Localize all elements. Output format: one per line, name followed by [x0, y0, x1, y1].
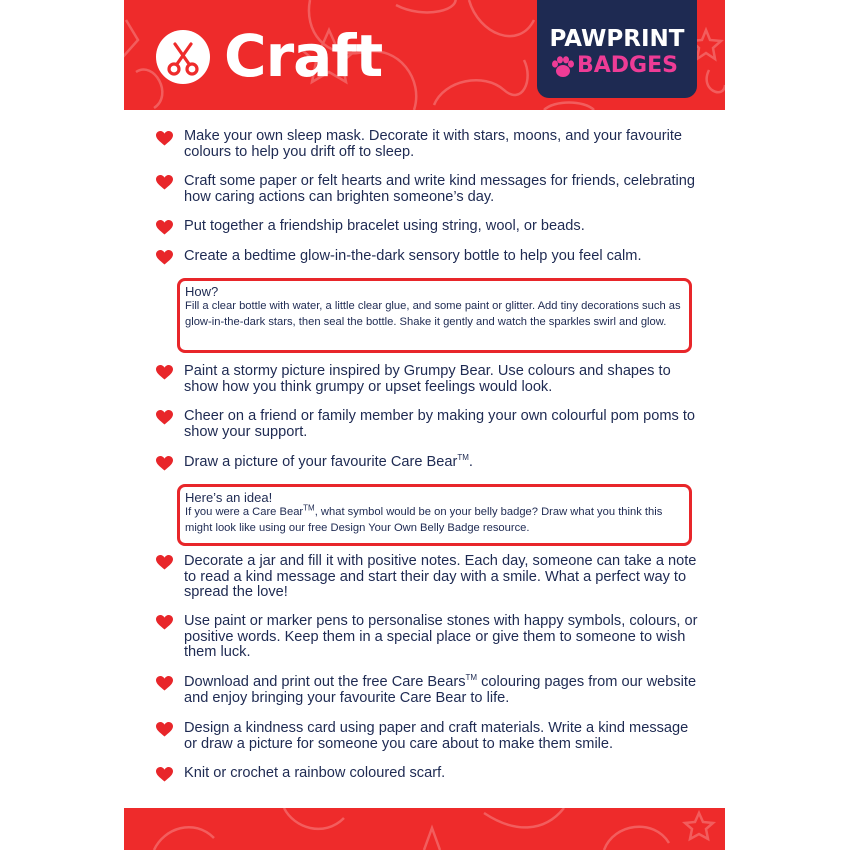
list-item: Put together a friendship bracelet using string, wool, or beads.: [184, 218, 585, 234]
list-item: Draw a picture of your favourite Care Bear™.: [184, 453, 473, 470]
heart-icon: [156, 676, 173, 691]
heart-icon: [156, 615, 173, 630]
list-item: Create a bedtime glow-in-the-dark sensory bottle to help you feel calm.: [184, 248, 642, 264]
scissors-icon: [156, 30, 210, 84]
callout-body: Fill a clear bottle with water, a little clear glue, and some paint or glitter. Add tiny decorations such as glow-in-the-dark stars, then seal the bottle. Shake it gently and watch the sparkles swirl and glow.: [185, 300, 681, 328]
list-item: Design a kindness card using paper and craft materials. Write a kind message or draw a picture for someone you care about to make them smile.: [184, 720, 689, 752]
list-item: Decorate a jar and fill it with positive notes. Each day, someone can take a note to read a kind message and start their day with a smile. What a perfect way to spread the love!: [184, 553, 697, 600]
page-title: Craft: [224, 22, 383, 90]
header-banner: [124, 0, 725, 110]
idea-callout: [177, 484, 692, 546]
heart-icon: [156, 722, 173, 737]
heart-icon: [156, 365, 173, 380]
list-item: Download and print out the free Care Bears™ colouring pages from our website and enjoy bringing your favourite Care Bear to life.: [184, 673, 697, 706]
heart-icon: [156, 555, 173, 570]
list-item: Craft some paper or felt hearts and write kind messages for friends, celebrating how caring actions can brighten someone’s day.: [184, 173, 696, 205]
heart-icon: [156, 456, 173, 471]
scissors-badge: [156, 30, 210, 84]
callout-body: If you were a Care Bear™, what symbol would be on your belly badge? Draw what you think this might look like using our free Design Your Own Belly Badge resource.: [185, 503, 663, 534]
list-item: Knit or crochet a rainbow coloured scarf.: [184, 765, 446, 781]
logo-wordmark-top: PAWPRINT: [549, 26, 685, 52]
list-item: Cheer on a friend or family member by making your own colourful pom poms to show your support.: [184, 408, 696, 440]
callout-title: How?: [185, 284, 219, 299]
heart-icon: [156, 220, 173, 235]
heart-icon: [156, 131, 173, 146]
heart-icon: [156, 767, 173, 782]
callout-title: Here’s an idea!: [185, 490, 273, 505]
list-item: Use paint or marker pens to personalise stones with happy symbols, colours, or positive words. Keep them in a special place or give them to someone to wish them luck.: [184, 613, 698, 660]
footer-banner: [124, 808, 725, 850]
list-item: Paint a stormy picture inspired by Grumpy Bear. Use colours and shapes to show how you think grumpy or upset feelings would look.: [184, 363, 671, 395]
logo-wordmark-bottom: BADGES: [577, 53, 678, 78]
paw-icon: [551, 56, 575, 78]
heart-icon: [156, 175, 173, 190]
pawprint-badges-logo: [537, 0, 697, 98]
how-to-callout: [177, 278, 692, 353]
page: [124, 0, 725, 850]
heart-icon: [156, 250, 173, 265]
list-item: Make your own sleep mask. Decorate it with stars, moons, and your favourite colours to help you drift off to sleep.: [184, 128, 683, 160]
footer-pattern: [124, 808, 725, 850]
heart-icon: [156, 410, 173, 425]
